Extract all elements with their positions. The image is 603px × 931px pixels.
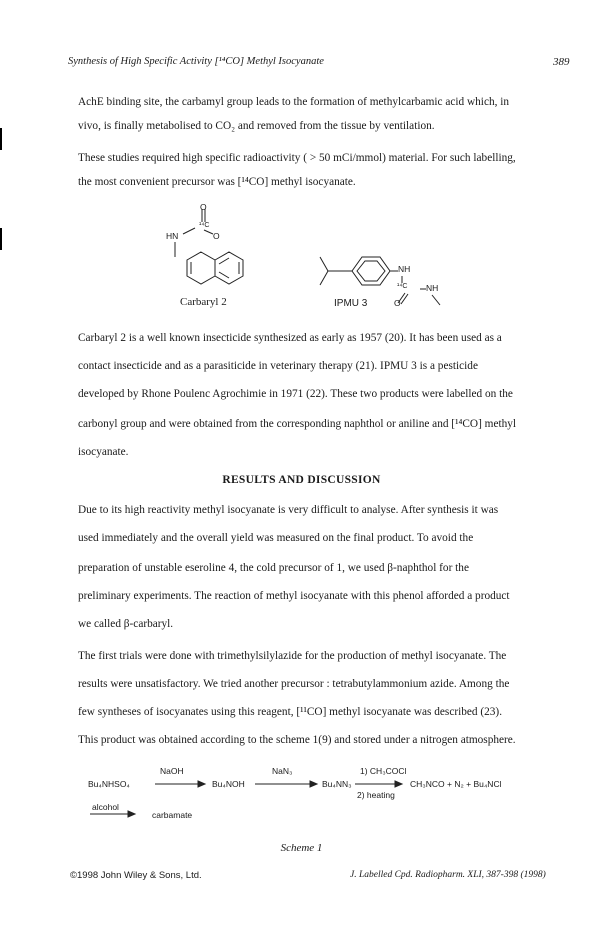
atom-label: O — [394, 298, 401, 308]
atom-label: NH — [426, 283, 439, 293]
atom-label: HN — [166, 231, 179, 241]
scheme-label-carbamate: carbamate — [152, 810, 193, 820]
scheme-reactant: Bu₄NHSO₄ — [88, 779, 130, 789]
footer-journal: J. Labelled Cpd. Radiopharm. XLI, 387-398 (1998) — [350, 870, 546, 880]
carbaryl-structure — [155, 200, 275, 300]
text-line: used immediately and the overall yield was measured on the final product. To avoid the — [78, 532, 474, 544]
ipmu-caption: IPMU 3 — [334, 298, 368, 309]
scheme-reagent: 1) CH₃COCl — [360, 766, 407, 776]
scheme-reagent: NaN₃ — [272, 766, 293, 776]
text-line: vivo, is finally metabolised to CO₂ and removed from the tissue by ventilation. — [78, 120, 435, 132]
text-line: The first trials were done with trimethylsilylazide for the production of methyl isocyanate. The — [78, 650, 507, 662]
text-line: preparation of unstable eseroline 4, the cold precursor of 1, we used β-naphthol for the — [78, 562, 469, 574]
running-title: Synthesis of High Specific Activity [¹⁴CO] Methyl Isocyanate — [68, 56, 324, 67]
scan-edge-mark-1 — [0, 128, 2, 150]
atom-label: ¹⁴C — [397, 283, 408, 290]
text-line: isocyanate. — [78, 446, 129, 458]
scheme-label-alcohol: alcohol — [92, 802, 119, 812]
page-number: 389 — [553, 56, 570, 68]
text-line: results were unsatisfactory. We tried another precursor : tetrabutylammonium azide. Among the — [78, 678, 510, 690]
scheme-reagent: 2) heating — [357, 790, 395, 800]
text-line: This product was obtained according to the scheme 1(9) and stored under a nitrogen atmosphere. — [78, 734, 516, 746]
text-line: Due to its high reactivity methyl isocyanate is very difficult to analyse. After synthesis it was — [78, 504, 499, 516]
scheme-products: CH₃NCO + N₂ + Bu₄NCl — [410, 779, 502, 789]
footer-copyright: ©1998 John Wiley & Sons, Ltd. — [70, 870, 202, 881]
text-line: Carbaryl 2 is a well known insecticide synthesized as early as 1957 (20). It has been used as a — [78, 332, 502, 344]
text-line: developed by Rhone Poulenc Agrochimie in 1971 (22). These two products were labelled on the — [78, 388, 513, 400]
text-line: we called β-carbaryl. — [78, 618, 174, 630]
text-line: AchE binding site, the carbamyl group leads to the formation of methylcarbamic acid which, in — [78, 96, 510, 108]
atom-label: O — [213, 231, 220, 241]
text-line: the most convenient precursor was [¹⁴CO] methyl isocyanate. — [78, 176, 356, 188]
atom-label: NH — [398, 264, 411, 274]
carbaryl-caption: Carbaryl 2 — [180, 296, 227, 308]
section-heading: RESULTS AND DISCUSSION — [222, 474, 381, 486]
atom-label: O — [200, 202, 207, 212]
text-line: These studies required high specific radioactivity ( > 50 mCi/mmol) material. For such labelling, — [78, 152, 516, 164]
text-line: contact insecticide and as a parasiticide in veterinary therapy (21). IPMU 3 is a pesticide — [78, 360, 478, 372]
scan-edge-mark-2 — [0, 228, 2, 250]
text-line: few syntheses of isocyanates using this reagent, [¹¹CO] methyl isocyanate was described (23). — [78, 706, 503, 718]
scheme-caption: Scheme 1 — [280, 842, 323, 854]
atom-label: ¹⁴C — [199, 222, 210, 229]
text-line: preliminary experiments. The reaction of methyl isocyanate with this phenol afforded a product — [78, 590, 510, 602]
scheme-intermediate: Bu₄NOH — [212, 779, 245, 789]
text-line: carbonyl group and were obtained from the corresponding naphthol or aniline and [¹⁴CO] methyl — [78, 418, 517, 430]
scheme-reagent: NaOH — [160, 766, 184, 776]
scheme-intermediate: Bu₄NN₃ — [322, 779, 352, 789]
